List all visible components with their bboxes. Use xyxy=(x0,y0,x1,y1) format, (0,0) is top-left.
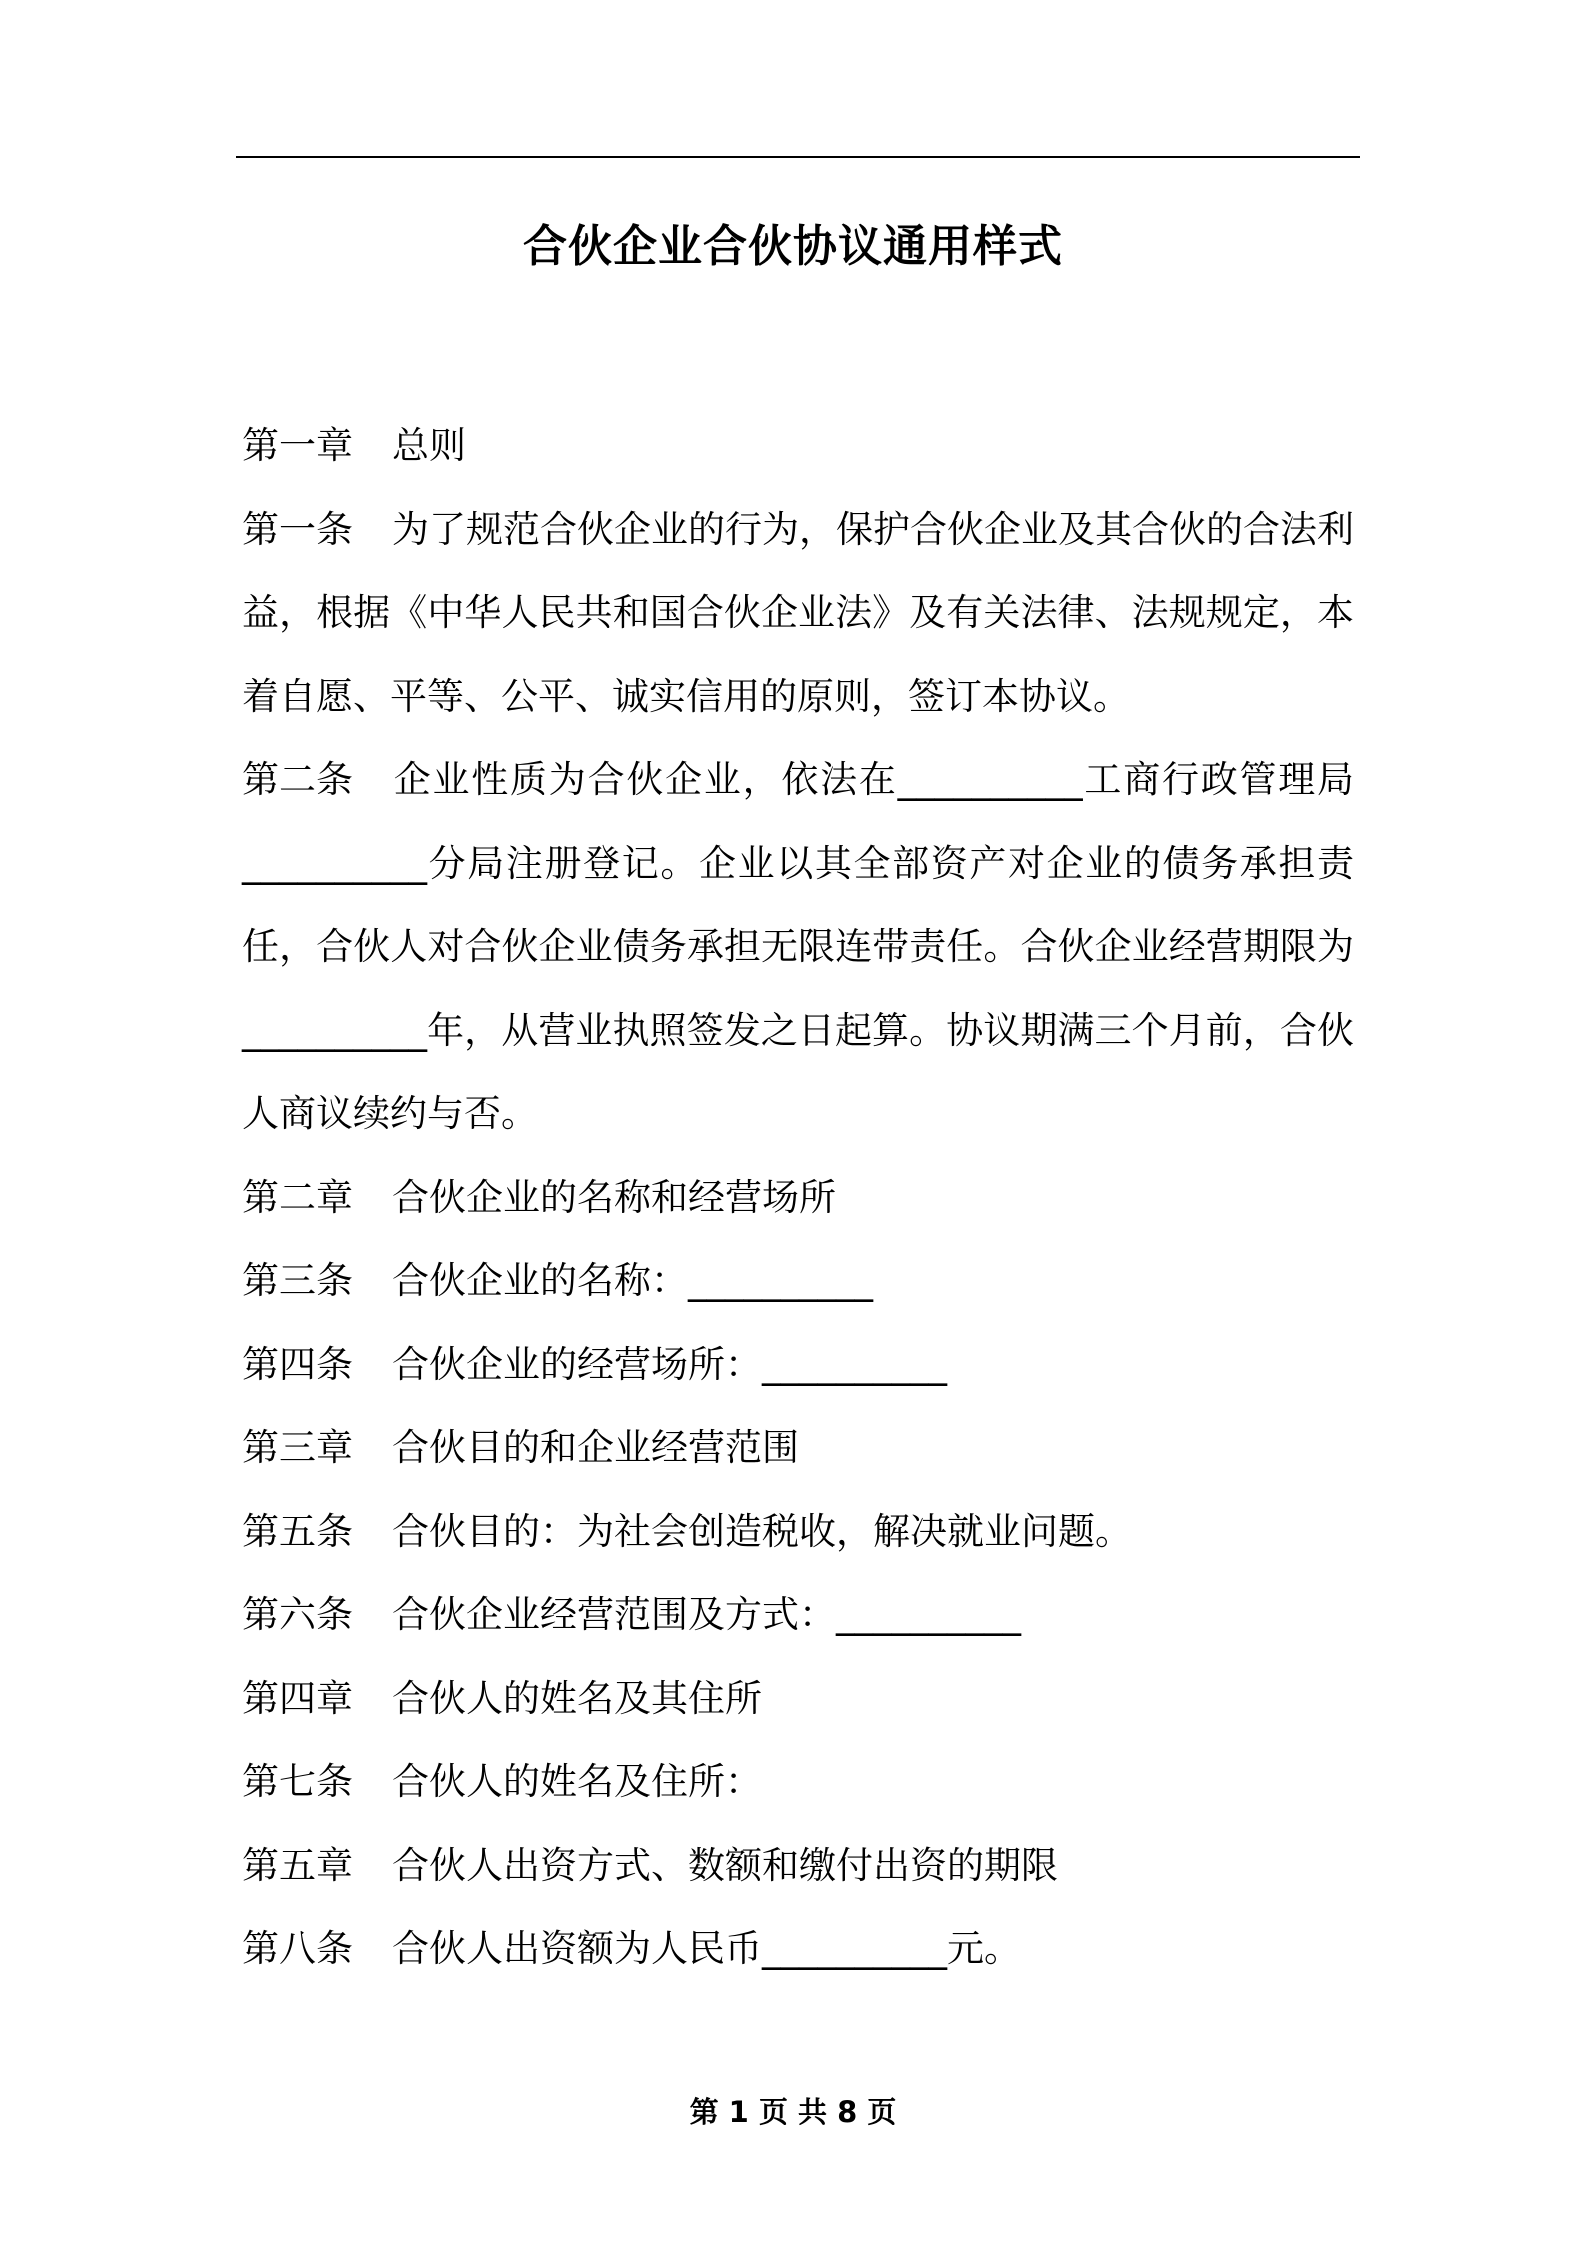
paragraph-label: 第三条 xyxy=(242,1259,353,1302)
paragraph-text: 企业性质为合伙企业，依法在__________工商行政管理局__________分局注册登记。企业以其全部资产对企业的债务承担责任，合伙人对合伙企业债务承担无限连带责任。合伙企业经营期限为__________年，从营业执照签发之日起算。协议期满三个月前，合伙人商议续约与否。 xyxy=(242,758,1354,1135)
article-paragraph xyxy=(242,1323,1354,1407)
page-number: 第 1 页 共 8 页 xyxy=(689,2095,897,2129)
paragraph-text: 合伙人的姓名及其住所 xyxy=(392,1676,762,1720)
document-body xyxy=(242,404,1354,1991)
article-paragraph xyxy=(242,1239,1354,1323)
paragraph-text: 总则 xyxy=(392,424,466,467)
article-paragraph xyxy=(242,1907,1354,1991)
article-paragraph xyxy=(242,1740,1354,1824)
paragraph-label: 第八条 xyxy=(242,1927,353,1970)
paragraph-label: 第五条 xyxy=(242,1509,353,1553)
paragraph-text: 合伙企业的经营场所：__________ xyxy=(392,1342,947,1386)
paragraph-label: 第六条 xyxy=(242,1593,353,1636)
paragraph-text: 合伙人出资方式、数额和缴付出资的期限 xyxy=(392,1843,1058,1887)
paragraph-text: 合伙企业的名称：__________ xyxy=(392,1259,873,1302)
article-paragraph xyxy=(242,738,1354,1156)
paragraph-label: 第三章 xyxy=(242,1426,353,1469)
paragraph-text: 合伙企业经营范围及方式：__________ xyxy=(392,1593,1021,1636)
chapter-heading xyxy=(242,1156,1354,1240)
article-paragraph xyxy=(242,1573,1354,1657)
paragraph-label: 第一条 xyxy=(242,507,353,551)
paragraph-text: 合伙人出资额为人民币__________元。 xyxy=(392,1927,1021,1970)
chapter-heading xyxy=(242,404,1354,488)
chapter-heading xyxy=(242,1824,1354,1908)
page-footer xyxy=(0,2090,1586,2134)
paragraph-text: 合伙目的和企业经营范围 xyxy=(392,1426,799,1469)
document-title: 合伙企业合伙协议通用样式 xyxy=(523,221,1063,272)
paragraph-text: 合伙企业的名称和经营场所 xyxy=(392,1175,836,1219)
paragraph-label: 第二条 xyxy=(242,758,353,801)
header-rule xyxy=(236,156,1360,158)
chapter-heading xyxy=(242,1406,1354,1490)
paragraph-label: 第一章 xyxy=(242,424,353,467)
paragraph-label: 第五章 xyxy=(242,1843,353,1887)
paragraph-label: 第七条 xyxy=(242,1760,353,1803)
paragraph-label: 第四条 xyxy=(242,1342,353,1386)
chapter-heading xyxy=(242,1657,1354,1741)
paragraph-text: 为了规范合伙企业的行为，保护合伙企业及其合伙的合法利益，根据《中华人民共和国合伙企业法》及有关法律、法规规定，本着自愿、平等、公平、诚实信用的原则，签订本协议。 xyxy=(242,507,1354,718)
paragraph-label: 第二章 xyxy=(242,1175,353,1219)
article-paragraph xyxy=(242,488,1354,739)
paragraph-text: 合伙目的：为社会创造税收，解决就业问题。 xyxy=(392,1509,1132,1553)
paragraph-text: 合伙人的姓名及住所： xyxy=(392,1760,762,1803)
article-paragraph xyxy=(242,1490,1354,1574)
paragraph-label: 第四章 xyxy=(242,1676,353,1720)
